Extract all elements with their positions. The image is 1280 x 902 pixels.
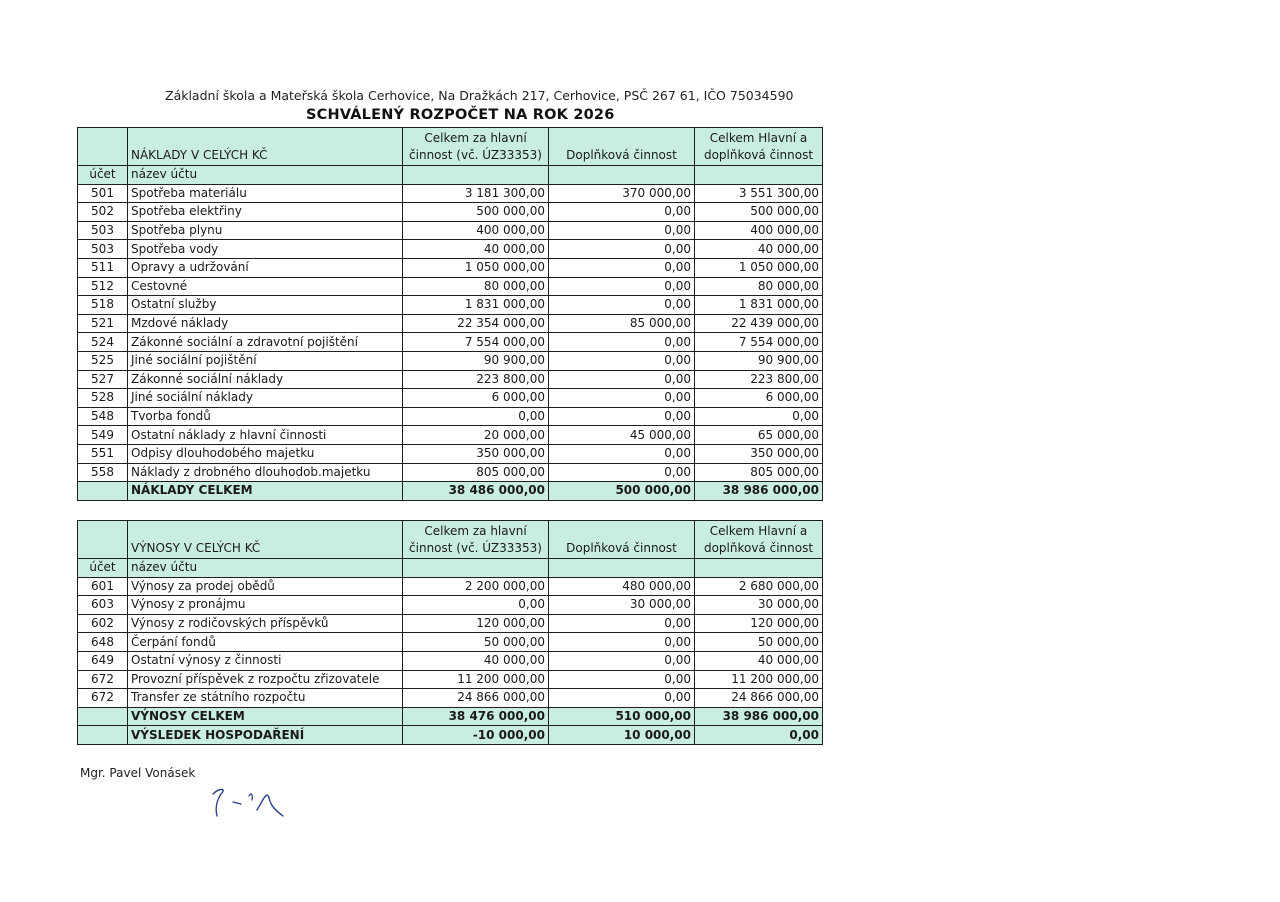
costs-total-label: NÁKLADY CELKEM: [128, 482, 403, 501]
costs-row: [78, 407, 823, 426]
handwritten-signature: [205, 782, 295, 822]
costs-header-row: [78, 128, 823, 166]
total-value: 350 000,00: [695, 444, 823, 463]
account-name: Jiné sociální náklady: [128, 389, 403, 408]
main-activity-value: 90 900,00: [403, 351, 549, 370]
account-name: Spotřeba elektřiny: [128, 203, 403, 222]
main-activity-value: 805 000,00: [403, 463, 549, 482]
account-number: 501: [78, 184, 128, 203]
account-number: 503: [78, 221, 128, 240]
account-header: účet: [78, 166, 128, 185]
main-activity-value: 0,00: [403, 407, 549, 426]
account-number: 503: [78, 240, 128, 259]
costs-row: [78, 333, 823, 352]
main-activity-value: 223 800,00: [403, 370, 549, 389]
account-name: Odpisy dlouhodobého majetku: [128, 444, 403, 463]
main-activity-value: 400 000,00: [403, 221, 549, 240]
revenues-header-row: [78, 521, 823, 559]
costs-subheader-row: [78, 166, 823, 185]
revenues-total-supp: 510 000,00: [549, 707, 695, 726]
result-label: VÝSLEDEK HOSPODAŘENÍ: [128, 726, 403, 745]
total-value: 30 000,00: [695, 596, 823, 615]
account-name: Spotřeba plynu: [128, 221, 403, 240]
result-main: -10 000,00: [403, 726, 549, 745]
supplementary-activity-value: 370 000,00: [549, 184, 695, 203]
revenues-row: [78, 633, 823, 652]
costs-row: [78, 221, 823, 240]
account-name: Zákonné sociální náklady: [128, 370, 403, 389]
revenues-row: [78, 651, 823, 670]
supplementary-activity-value: 0,00: [549, 614, 695, 633]
supplementary-activity-value: 0,00: [549, 444, 695, 463]
costs-rows: [78, 184, 823, 482]
account-number: 502: [78, 203, 128, 222]
costs-row: [78, 463, 823, 482]
main-activity-value: 500 000,00: [403, 203, 549, 222]
account-name: Výnosy z rodičovských příspěvků: [128, 614, 403, 633]
total-value: 223 800,00: [695, 370, 823, 389]
supplementary-activity-value: 0,00: [549, 258, 695, 277]
total-value: 3 551 300,00: [695, 184, 823, 203]
costs-row: [78, 389, 823, 408]
supplementary-activity-value: 0,00: [549, 407, 695, 426]
costs-table: [77, 127, 823, 501]
total-value: 7 554 000,00: [695, 333, 823, 352]
supplementary-activity-value: 0,00: [549, 370, 695, 389]
costs-row: [78, 296, 823, 315]
account-header: účet: [78, 559, 128, 578]
supplementary-activity-value: 0,00: [549, 689, 695, 708]
total-blank-cell: [78, 707, 128, 726]
main-activity-value: 22 354 000,00: [403, 314, 549, 333]
main-activity-value: 11 200 000,00: [403, 670, 549, 689]
revenues-row: [78, 670, 823, 689]
costs-row: [78, 258, 823, 277]
total-value: 0,00: [695, 407, 823, 426]
total-value: 24 866 000,00: [695, 689, 823, 708]
supplementary-activity-value: 480 000,00: [549, 577, 695, 596]
costs-row: [78, 277, 823, 296]
column-total-header: Celkem Hlavní a doplňková činnost: [695, 521, 823, 559]
supplementary-activity-value: 0,00: [549, 389, 695, 408]
account-number: 512: [78, 277, 128, 296]
total-value: 22 439 000,00: [695, 314, 823, 333]
costs-total-total: 38 986 000,00: [695, 482, 823, 501]
costs-row: [78, 444, 823, 463]
account-number: 518: [78, 296, 128, 315]
account-number: 602: [78, 614, 128, 633]
revenues-row: [78, 689, 823, 708]
account-name: Mzdové náklady: [128, 314, 403, 333]
account-name: Cestovné: [128, 277, 403, 296]
supplementary-activity-value: 85 000,00: [549, 314, 695, 333]
costs-heading: NÁKLADY V CELÝCH KČ: [128, 128, 403, 166]
costs-row: [78, 314, 823, 333]
total-value: 80 000,00: [695, 277, 823, 296]
account-name: Tvorba fondů: [128, 407, 403, 426]
total-value: 40 000,00: [695, 651, 823, 670]
account-name: Provozní příspěvek z rozpočtu zřizovatele: [128, 670, 403, 689]
column-total-header: Celkem Hlavní a doplňková činnost: [695, 128, 823, 166]
costs-total-supp: 500 000,00: [549, 482, 695, 501]
total-value: 6 000,00: [695, 389, 823, 408]
revenues-subheader-row: [78, 559, 823, 578]
costs-row: [78, 240, 823, 259]
account-number: 528: [78, 389, 128, 408]
supplementary-activity-value: 0,00: [549, 633, 695, 652]
total-value: 50 000,00: [695, 633, 823, 652]
account-number: 603: [78, 596, 128, 615]
supplementary-activity-value: 30 000,00: [549, 596, 695, 615]
result-total: 0,00: [695, 726, 823, 745]
revenues-table: [77, 520, 823, 745]
column-supplementary-header: Doplňková činnost: [549, 128, 695, 166]
subheader-blank-cell: [403, 559, 549, 578]
account-name: Ostatní náklady z hlavní činnosti: [128, 426, 403, 445]
supplementary-activity-value: 45 000,00: [549, 426, 695, 445]
main-activity-value: 350 000,00: [403, 444, 549, 463]
account-name: Ostatní služby: [128, 296, 403, 315]
total-value: 65 000,00: [695, 426, 823, 445]
total-value: 2 680 000,00: [695, 577, 823, 596]
total-blank-cell: [78, 726, 128, 745]
supplementary-activity-value: 0,00: [549, 463, 695, 482]
subheader-blank-cell: [403, 166, 549, 185]
supplementary-activity-value: 0,00: [549, 221, 695, 240]
main-activity-value: 3 181 300,00: [403, 184, 549, 203]
main-activity-value: 50 000,00: [403, 633, 549, 652]
account-name: Spotřeba vody: [128, 240, 403, 259]
revenues-row: [78, 596, 823, 615]
total-value: 1 831 000,00: [695, 296, 823, 315]
costs-row: [78, 203, 823, 222]
revenues-row: [78, 614, 823, 633]
total-value: 1 050 000,00: [695, 258, 823, 277]
account-number: 558: [78, 463, 128, 482]
column-main-header: Celkem za hlavní činnost (vč. ÚZ33353): [403, 521, 549, 559]
total-value: 40 000,00: [695, 240, 823, 259]
supplementary-activity-value: 0,00: [549, 296, 695, 315]
supplementary-activity-value: 0,00: [549, 351, 695, 370]
result-supp: 10 000,00: [549, 726, 695, 745]
organization-line: Základní škola a Mateřská škola Cerhovice, Na Dražkách 217, Cerhovice, PSČ 267 61, IČO 75034590: [165, 88, 794, 103]
revenues-total-row: [78, 707, 823, 726]
main-activity-value: 40 000,00: [403, 651, 549, 670]
signer-name: Mgr. Pavel Vonásek: [80, 766, 196, 780]
column-supplementary-header: Doplňková činnost: [549, 521, 695, 559]
main-activity-value: 80 000,00: [403, 277, 549, 296]
account-number: 527: [78, 370, 128, 389]
subheader-blank-cell: [549, 559, 695, 578]
account-number: 551: [78, 444, 128, 463]
revenues-rows: [78, 577, 823, 707]
revenues-row: [78, 577, 823, 596]
supplementary-activity-value: 0,00: [549, 277, 695, 296]
header-blank-cell: [78, 521, 128, 559]
result-row: [78, 726, 823, 745]
subheader-blank-cell: [695, 166, 823, 185]
account-number: 521: [78, 314, 128, 333]
account-name: Výnosy z pronájmu: [128, 596, 403, 615]
main-activity-value: 20 000,00: [403, 426, 549, 445]
account-name: Zákonné sociální a zdravotní pojištění: [128, 333, 403, 352]
account-number: 549: [78, 426, 128, 445]
main-activity-value: 40 000,00: [403, 240, 549, 259]
account-name: Výnosy za prodej obědů: [128, 577, 403, 596]
account-name-header: název účtu: [128, 166, 403, 185]
supplementary-activity-value: 0,00: [549, 651, 695, 670]
supplementary-activity-value: 0,00: [549, 240, 695, 259]
costs-total-main: 38 486 000,00: [403, 482, 549, 501]
revenues-total-total: 38 986 000,00: [695, 707, 823, 726]
main-activity-value: 2 200 000,00: [403, 577, 549, 596]
account-number: 601: [78, 577, 128, 596]
costs-total-row: [78, 482, 823, 501]
document-title: SCHVÁLENÝ ROZPOČET NA ROK 2026: [306, 107, 615, 123]
total-value: 90 900,00: [695, 351, 823, 370]
account-number: 672: [78, 689, 128, 708]
total-value: 400 000,00: [695, 221, 823, 240]
revenues-total-label: VÝNOSY CELKEM: [128, 707, 403, 726]
account-name: Transfer ze státního rozpočtu: [128, 689, 403, 708]
revenues-heading: VÝNOSY V CELÝCH KČ: [128, 521, 403, 559]
costs-row: [78, 184, 823, 203]
main-activity-value: 1 050 000,00: [403, 258, 549, 277]
account-number: 548: [78, 407, 128, 426]
column-main-header: Celkem za hlavní činnost (vč. ÚZ33353): [403, 128, 549, 166]
total-blank-cell: [78, 482, 128, 501]
costs-row: [78, 426, 823, 445]
main-activity-value: 1 831 000,00: [403, 296, 549, 315]
costs-row: [78, 351, 823, 370]
account-name: Spotřeba materiálu: [128, 184, 403, 203]
account-number: 524: [78, 333, 128, 352]
header-blank-cell: [78, 128, 128, 166]
costs-row: [78, 370, 823, 389]
supplementary-activity-value: 0,00: [549, 670, 695, 689]
account-number: 511: [78, 258, 128, 277]
supplementary-activity-value: 0,00: [549, 203, 695, 222]
main-activity-value: 7 554 000,00: [403, 333, 549, 352]
account-name: Náklady z drobného dlouhodob.majetku: [128, 463, 403, 482]
account-number: 525: [78, 351, 128, 370]
subheader-blank-cell: [549, 166, 695, 185]
account-number: 672: [78, 670, 128, 689]
account-name: Opravy a udržování: [128, 258, 403, 277]
account-name-header: název účtu: [128, 559, 403, 578]
total-value: 120 000,00: [695, 614, 823, 633]
total-value: 805 000,00: [695, 463, 823, 482]
account-name: Ostatní výnosy z činnosti: [128, 651, 403, 670]
account-name: Jiné sociální pojištění: [128, 351, 403, 370]
account-number: 648: [78, 633, 128, 652]
account-number: 649: [78, 651, 128, 670]
account-name: Čerpání fondů: [128, 633, 403, 652]
total-value: 11 200 000,00: [695, 670, 823, 689]
subheader-blank-cell: [695, 559, 823, 578]
revenues-total-main: 38 476 000,00: [403, 707, 549, 726]
main-activity-value: 24 866 000,00: [403, 689, 549, 708]
main-activity-value: 6 000,00: [403, 389, 549, 408]
main-activity-value: 0,00: [403, 596, 549, 615]
main-activity-value: 120 000,00: [403, 614, 549, 633]
total-value: 500 000,00: [695, 203, 823, 222]
supplementary-activity-value: 0,00: [549, 333, 695, 352]
